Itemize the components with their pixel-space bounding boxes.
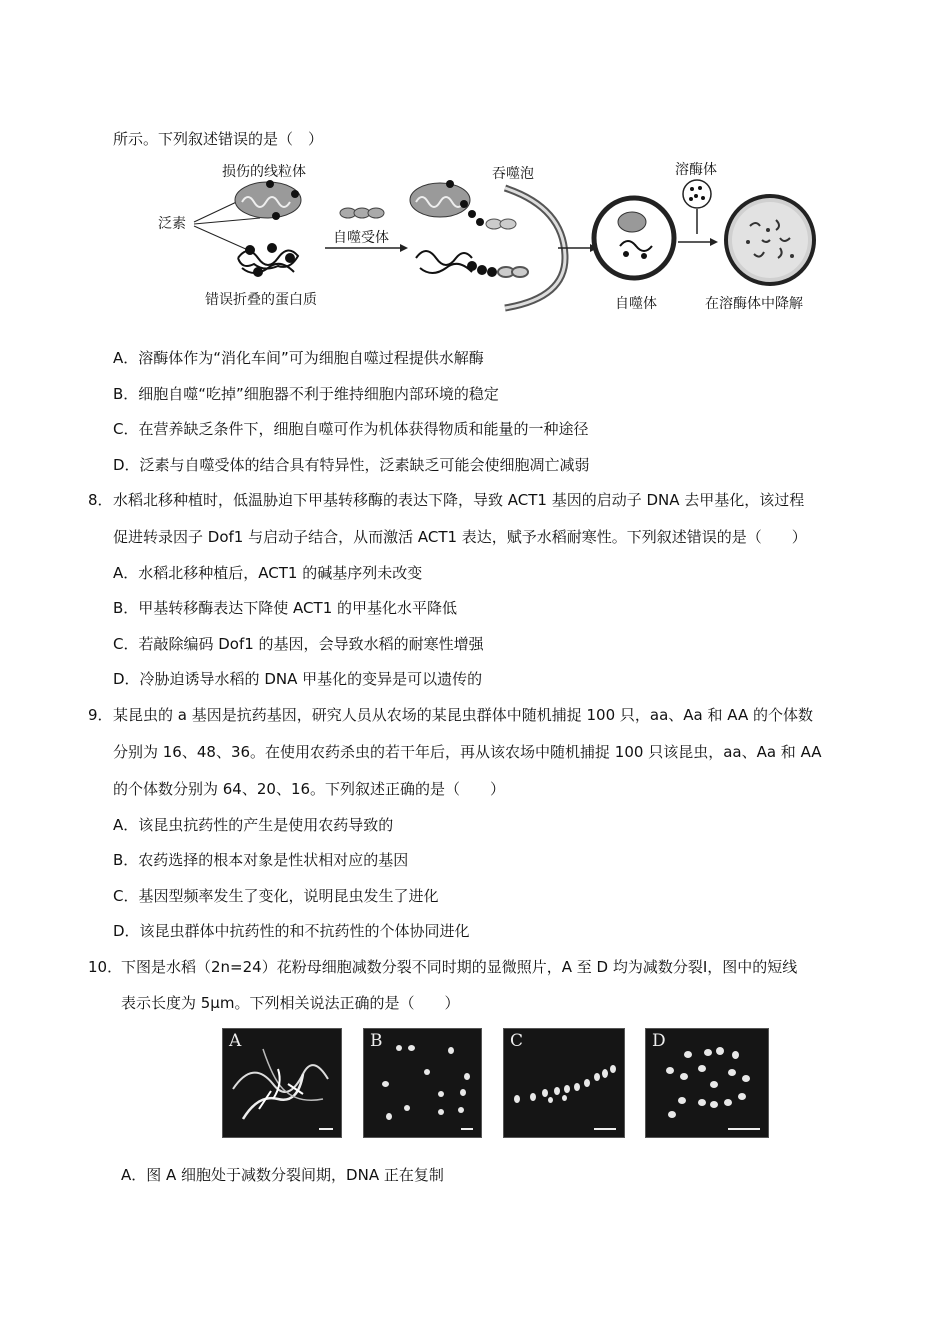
micrograph-d [645, 1028, 769, 1138]
q9-option-a: A．该昆虫抗药性的产生是使用农药导致的 [113, 816, 394, 834]
label-misfolded: 错误折叠的蛋白质 [205, 292, 317, 308]
q9-option-c: C．基因型频率发生了变化，说明昆虫发生了进化 [113, 887, 439, 905]
q7-option-d: D．泛素与自噬受体的结合具有特异性，泛素缺乏可能会使细胞凋亡减弱 [113, 456, 590, 474]
stage2-protein-icon [416, 251, 528, 277]
q8-option-c: C．若敲除编码 Dof1 的基因，会导致水稻的耐寒性增强 [113, 635, 484, 653]
q9-stem-line-2: 分别为 16、48、36。在使用农药杀虫的若干年后，再从该农场中随机捕捉 100 只该昆虫，aa、Aa 和 AA [113, 743, 822, 761]
autophagosome-icon [594, 198, 674, 278]
q10-number: 10． [88, 958, 123, 976]
label-damaged-mito: 损伤的线粒体 [222, 164, 306, 180]
label-degrade: 在溶酶体中降解 [705, 296, 803, 312]
micrograph-c [503, 1028, 625, 1138]
lysosome-icon [683, 180, 711, 208]
autophagy-diagram [150, 158, 840, 318]
q8-option-b: B．甲基转移酶表达下降使 ACT1 的甲基化水平降低 [113, 599, 458, 617]
q7-option-c: C．在营养缺乏条件下，细胞自噬可作为机体获得物质和能量的一种途径 [113, 420, 589, 438]
micrograph-d-label: D [652, 1031, 666, 1051]
q10-stem-line-1: 下图是水稻（2n=24）花粉母细胞减数分裂不同时期的显微照片，A 至 D 均为减数分裂Ⅰ，图中的短线 [121, 958, 798, 976]
q7-stem-tail: 所示。下列叙述错误的是（ ） [113, 130, 324, 148]
chromatin-threads-icon [223, 1029, 341, 1137]
label-autophagosome: 自噬体 [615, 296, 657, 312]
label-receptor: 自噬受体 [333, 230, 389, 246]
q9-number: 9． [88, 706, 113, 724]
q9-option-b: B．农药选择的根本对象是性状相对应的基因 [113, 851, 409, 869]
receptor-icon [340, 208, 384, 218]
micrograph-c-label: C [510, 1031, 524, 1051]
q9-stem-line-1: 某昆虫的 a 基因是抗药基因，研究人员从农场的某昆虫群体中随机捕捉 100 只，aa、Aa 和 AA 的个体数 [113, 706, 813, 724]
label-lysosome: 溶酶体 [675, 162, 717, 178]
micrograph-b-label: B [370, 1031, 383, 1051]
micrograph-a-label: A [229, 1031, 242, 1051]
q8-option-d: D．冷胁迫诱导水稻的 DNA 甲基化的变异是可以遗传的 [113, 670, 483, 688]
q8-stem-line-2: 促进转录因子 Dof1 与启动子结合，从而激活 ACT1 表达，赋予水稻耐寒性。下列叙述错误的是（ ） [113, 528, 807, 546]
q8-number: 8． [88, 491, 113, 509]
q9-option-d: D．该昆虫群体中抗药性的和不抗药性的个体协同进化 [113, 922, 470, 940]
label-ubiquitin: 泛素 [158, 216, 186, 232]
degradation-icon [726, 196, 814, 284]
phagophore-icon [505, 188, 565, 308]
q10-stem-line-2: 表示长度为 5μm。下列相关说法正确的是（ ） [121, 994, 460, 1012]
micrograph-b [363, 1028, 482, 1138]
q8-stem-line-1: 水稻北移种植时，低温胁迫下甲基转移酶的表达下降，导致 ACT1 基因的启动子 DNA 去甲基化，该过程 [113, 491, 805, 509]
q10-option-a: A．图 A 细胞处于减数分裂间期，DNA 正在复制 [121, 1166, 444, 1184]
q7-option-b: B．细胞自噬“吃掉”细胞器不利于维持细胞内部环境的稳定 [113, 385, 499, 403]
misfolded-protein-icon [238, 244, 298, 276]
q8-option-a: A．水稻北移种植后，ACT1 的碱基序列未改变 [113, 564, 423, 582]
label-phagophore: 吞噬泡 [492, 166, 534, 182]
q9-stem-line-3: 的个体数分别为 64、20、16。下列叙述正确的是（ ） [113, 780, 506, 798]
stage2-mitochondrion-icon [410, 180, 516, 229]
q7-option-a: A．溶酶体作为“消化车间”可为细胞自噬过程提供水解酶 [113, 349, 484, 367]
micrograph-a [222, 1028, 342, 1138]
mitochondrion-icon [235, 180, 301, 220]
